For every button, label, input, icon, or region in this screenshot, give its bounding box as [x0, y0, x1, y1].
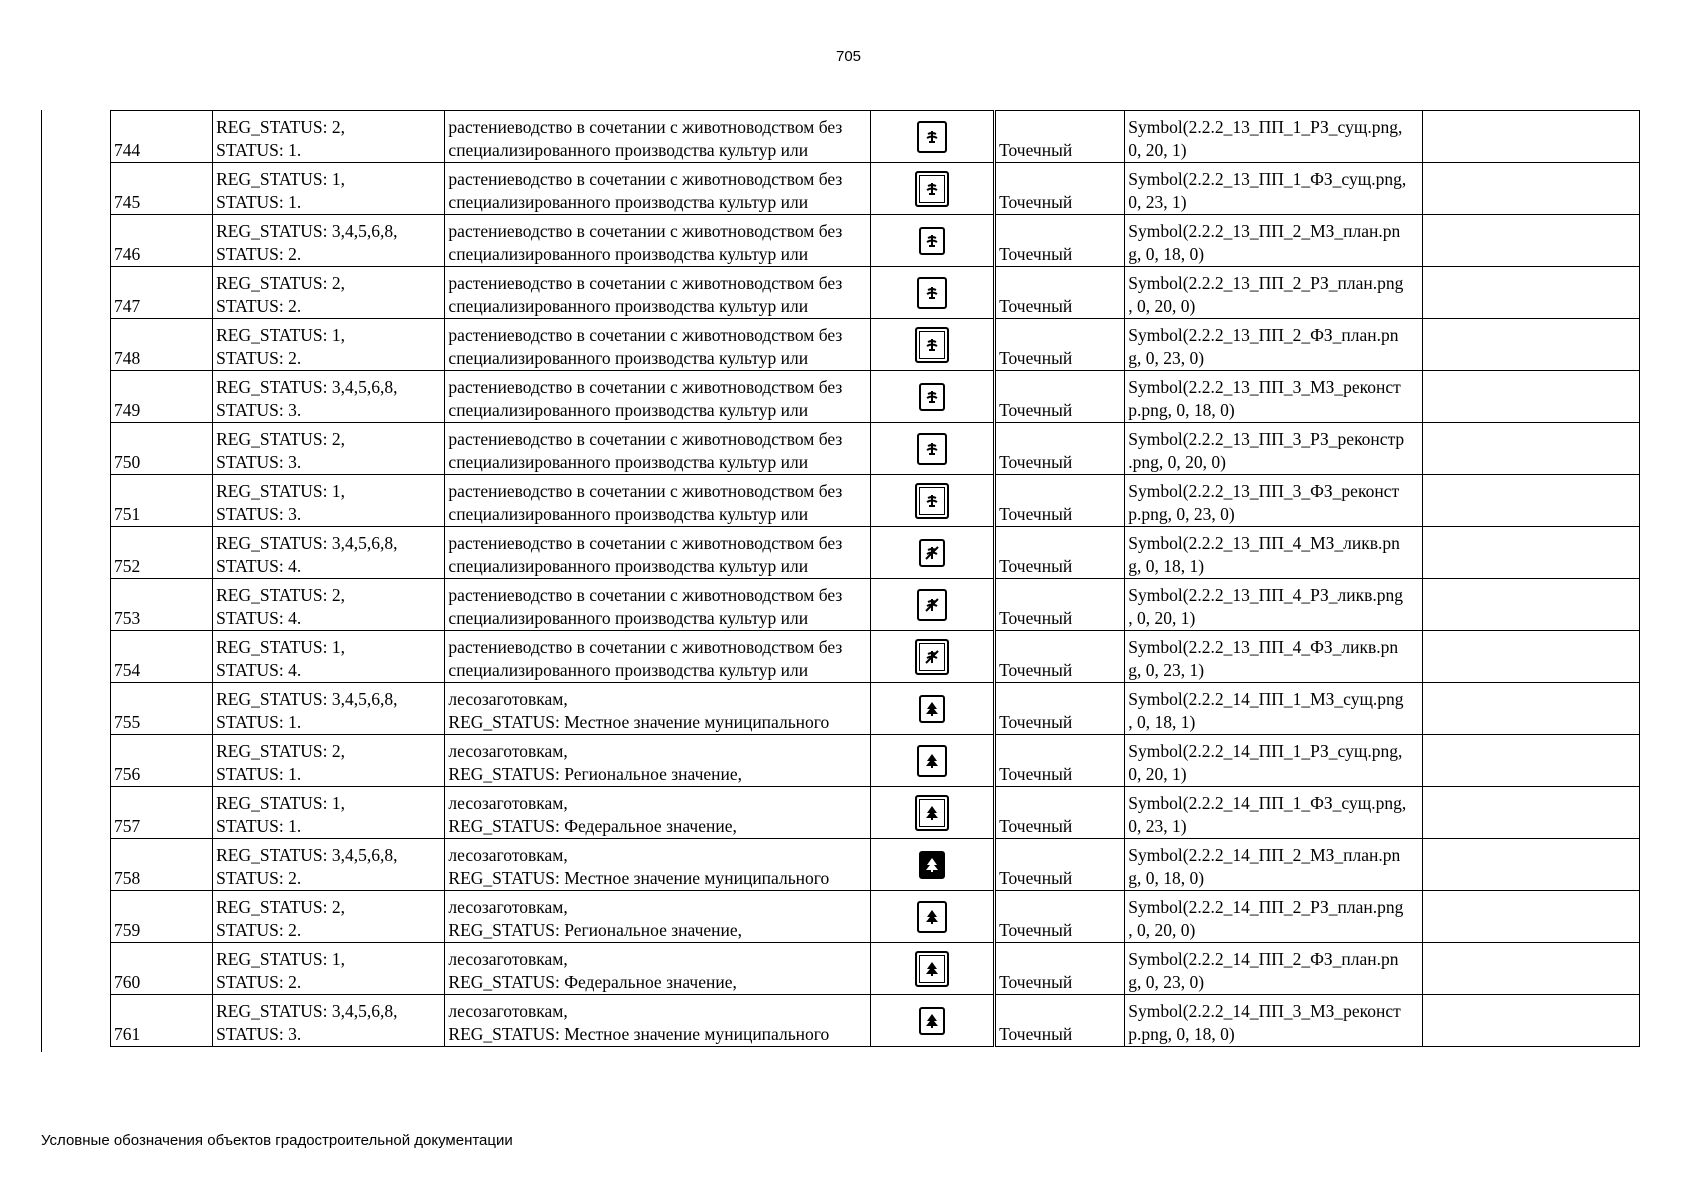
symbol-function-line-2: , 0, 20, 1) — [1128, 608, 1196, 628]
description-line-1: лесозаготовкам, — [448, 845, 568, 865]
table-row — [111, 423, 1640, 475]
description-line-2: специализированного производства культур или — [448, 348, 809, 368]
table-row — [111, 371, 1640, 423]
symbol-function-line-2: , 0, 18, 1) — [1128, 712, 1196, 732]
symbol-function-cell — [1125, 163, 1422, 215]
status-cell — [213, 631, 445, 683]
symbol-function-line-1: Symbol(2.2.2_13_ПП_2_ФЗ_план.pn — [1128, 325, 1399, 345]
symbol-function-line-2: , 0, 20, 0) — [1128, 296, 1196, 316]
agriculture-symbol-icon — [917, 433, 947, 465]
status-cell — [213, 787, 445, 839]
status-text: STATUS: 1. — [216, 712, 302, 732]
description-line-1: лесозаготовкам, — [448, 689, 568, 709]
reg-status-text: REG_STATUS: 3,4,5,6,8, — [216, 845, 398, 865]
symbol-function-line-1: Symbol(2.2.2_13_ПП_4_ФЗ_ликв.pn — [1128, 637, 1399, 657]
row-id-cell: 754 — [111, 631, 213, 683]
geometry-type-cell: Точечный — [995, 891, 1125, 943]
empty-cell — [1422, 839, 1639, 891]
symbol-cell — [870, 371, 994, 423]
status-text: STATUS: 2. — [216, 296, 302, 316]
symbol-function-cell — [1125, 995, 1422, 1047]
symbol-function-cell — [1125, 787, 1422, 839]
symbol-function-cell — [1125, 423, 1422, 475]
description-line-1: растениеводство в сочетании с животноводством без — [448, 585, 843, 605]
symbol-function-line-1: Symbol(2.2.2_13_ПП_3_МЗ_реконст — [1128, 377, 1401, 397]
status-cell — [213, 215, 445, 267]
status-text: STATUS: 2. — [216, 972, 302, 992]
status-cell — [213, 163, 445, 215]
symbol-function-line-2: р.png, 0, 18, 0) — [1128, 400, 1235, 420]
empty-cell — [1422, 475, 1639, 527]
agriculture-symbol-icon — [919, 227, 945, 255]
symbol-cell — [870, 163, 994, 215]
row-id-cell: 747 — [111, 267, 213, 319]
table-row — [111, 267, 1640, 319]
description-line-2: REG_STATUS: Федеральное значение, — [448, 816, 737, 836]
symbol-cell — [870, 319, 994, 371]
symbol-function-line-2: , 0, 20, 0) — [1128, 920, 1196, 940]
symbol-cell — [870, 943, 994, 995]
description-line-2: REG_STATUS: Региональное значение, — [448, 920, 743, 940]
reg-status-text: REG_STATUS: 2, — [216, 429, 346, 449]
status-cell — [213, 735, 445, 787]
status-text: STATUS: 4. — [216, 608, 302, 628]
row-id-cell: 756 — [111, 735, 213, 787]
description-cell — [445, 423, 871, 475]
symbol-function-cell — [1125, 319, 1422, 371]
reg-status-text: REG_STATUS: 1, — [216, 793, 346, 813]
row-id-cell: 746 — [111, 215, 213, 267]
table-row — [111, 943, 1640, 995]
symbol-function-line-1: Symbol(2.2.2_13_ПП_1_РЗ_сущ.png, — [1128, 117, 1403, 137]
description-cell — [445, 215, 871, 267]
geometry-type-cell: Точечный — [995, 423, 1125, 475]
status-text: STATUS: 1. — [216, 764, 302, 784]
table-row — [111, 995, 1640, 1047]
symbol-function-cell — [1125, 891, 1422, 943]
description-line-1: растениеводство в сочетании с животноводством без — [448, 429, 843, 449]
symbol-cell — [870, 215, 994, 267]
status-cell — [213, 371, 445, 423]
symbol-function-line-2: g, 0, 23, 0) — [1128, 972, 1205, 992]
description-cell — [445, 683, 871, 735]
symbol-function-line-2: g, 0, 18, 1) — [1128, 556, 1205, 576]
symbol-function-cell — [1125, 111, 1422, 163]
tree-symbol-icon — [917, 901, 947, 933]
symbol-function-cell — [1125, 579, 1422, 631]
description-line-1: растениеводство в сочетании с животноводством без — [448, 325, 843, 345]
reg-status-text: REG_STATUS: 3,4,5,6,8, — [216, 221, 398, 241]
description-line-1: растениеводство в сочетании с животноводством без — [448, 481, 843, 501]
status-cell — [213, 527, 445, 579]
empty-cell — [1422, 111, 1639, 163]
symbol-function-line-2: g, 0, 23, 1) — [1128, 660, 1205, 680]
legend-table-body — [111, 111, 1640, 1047]
description-line-2: специализированного производства культур или — [448, 400, 809, 420]
status-cell — [213, 319, 445, 371]
symbol-function-line-2: g, 0, 18, 0) — [1128, 244, 1205, 264]
geometry-type-cell: Точечный — [995, 787, 1125, 839]
empty-cell — [1422, 267, 1639, 319]
symbol-function-cell — [1125, 631, 1422, 683]
row-id-cell: 761 — [111, 995, 213, 1047]
description-line-2: специализированного производства культур или — [448, 504, 809, 524]
description-line-1: растениеводство в сочетании с животноводством без — [448, 117, 843, 137]
description-cell — [445, 943, 871, 995]
table-row — [111, 215, 1640, 267]
row-id-cell: 751 — [111, 475, 213, 527]
agriculture-liquidated-symbol-icon — [919, 539, 945, 567]
geometry-type-cell: Точечный — [995, 683, 1125, 735]
status-text: STATUS: 1. — [216, 140, 302, 160]
description-cell — [445, 319, 871, 371]
geometry-type-cell: Точечный — [995, 163, 1125, 215]
agriculture-symbol-icon — [919, 383, 945, 411]
description-line-2: REG_STATUS: Местное значение муниципального — [448, 1024, 830, 1044]
symbol-function-cell — [1125, 475, 1422, 527]
symbol-function-line-2: 0, 20, 1) — [1128, 764, 1187, 784]
table-row — [111, 579, 1640, 631]
description-cell — [445, 527, 871, 579]
symbol-function-line-1: Symbol(2.2.2_14_ПП_3_МЗ_реконст — [1128, 1001, 1401, 1021]
footer-caption: Условные обозначения объектов градостроительной документации — [41, 1132, 513, 1149]
symbol-function-line-1: Symbol(2.2.2_14_ПП_1_РЗ_сущ.png, — [1128, 741, 1403, 761]
row-id-cell: 750 — [111, 423, 213, 475]
symbol-cell — [870, 267, 994, 319]
tree-filled-symbol-icon — [919, 851, 945, 879]
row-id-cell: 752 — [111, 527, 213, 579]
geometry-type-cell: Точечный — [995, 371, 1125, 423]
symbol-cell — [870, 423, 994, 475]
symbol-function-cell — [1125, 267, 1422, 319]
reg-status-text: REG_STATUS: 3,4,5,6,8, — [216, 1001, 398, 1021]
symbol-function-cell — [1125, 215, 1422, 267]
status-cell — [213, 579, 445, 631]
empty-cell — [1422, 943, 1639, 995]
description-line-2: REG_STATUS: Местное значение муниципального — [448, 868, 830, 888]
description-line-2: специализированного производства культур или — [448, 556, 809, 576]
row-id-cell: 758 — [111, 839, 213, 891]
status-cell — [213, 267, 445, 319]
description-line-2: специализированного производства культур или — [448, 244, 809, 264]
geometry-type-cell: Точечный — [995, 735, 1125, 787]
symbol-function-line-1: Symbol(2.2.2_14_ПП_2_РЗ_план.png — [1128, 897, 1404, 917]
geometry-type-cell: Точечный — [995, 267, 1125, 319]
description-cell — [445, 371, 871, 423]
symbol-function-line-2: 0, 20, 1) — [1128, 140, 1187, 160]
geometry-type-cell: Точечный — [995, 995, 1125, 1047]
row-id-cell: 753 — [111, 579, 213, 631]
description-cell — [445, 163, 871, 215]
description-cell — [445, 267, 871, 319]
status-cell — [213, 943, 445, 995]
description-line-1: лесозаготовкам, — [448, 897, 568, 917]
symbol-cell — [870, 891, 994, 943]
description-line-1: лесозаготовкам, — [448, 949, 568, 969]
agriculture-symbol-icon — [915, 327, 949, 363]
description-cell — [445, 579, 871, 631]
row-id-cell: 744 — [111, 111, 213, 163]
geometry-type-cell: Точечный — [995, 475, 1125, 527]
table-row — [111, 839, 1640, 891]
geometry-type-cell: Точечный — [995, 319, 1125, 371]
symbol-cell — [870, 839, 994, 891]
symbol-function-line-1: Symbol(2.2.2_13_ПП_3_РЗ_реконстр — [1128, 429, 1405, 449]
description-line-1: лесозаготовкам, — [448, 793, 568, 813]
empty-cell — [1422, 527, 1639, 579]
reg-status-text: REG_STATUS: 3,4,5,6,8, — [216, 377, 398, 397]
empty-cell — [1422, 319, 1639, 371]
status-text: STATUS: 2. — [216, 920, 302, 940]
symbol-cell — [870, 111, 994, 163]
tree-symbol-icon — [915, 951, 949, 987]
description-cell — [445, 631, 871, 683]
description-line-2: REG_STATUS: Региональное значение, — [448, 764, 743, 784]
symbol-function-line-1: Symbol(2.2.2_14_ПП_1_ФЗ_сущ.png, — [1128, 793, 1407, 813]
geometry-type-cell: Точечный — [995, 579, 1125, 631]
symbol-cell — [870, 631, 994, 683]
symbol-cell — [870, 787, 994, 839]
tree-symbol-icon — [919, 695, 945, 723]
symbol-function-cell — [1125, 371, 1422, 423]
description-line-2: специализированного производства культур или — [448, 452, 809, 472]
row-id-cell: 749 — [111, 371, 213, 423]
agriculture-symbol-icon — [915, 171, 949, 207]
description-line-1: растениеводство в сочетании с животноводством без — [448, 377, 843, 397]
symbol-legend-table — [110, 110, 1640, 1047]
empty-cell — [1422, 215, 1639, 267]
description-line-1: лесозаготовкам, — [448, 1001, 568, 1021]
description-line-2: REG_STATUS: Федеральное значение, — [448, 972, 737, 992]
row-id-cell: 759 — [111, 891, 213, 943]
status-text: STATUS: 2. — [216, 868, 302, 888]
symbol-function-line-1: Symbol(2.2.2_14_ПП_2_МЗ_план.pn — [1128, 845, 1401, 865]
status-text: STATUS: 1. — [216, 192, 302, 212]
description-line-1: растениеводство в сочетании с животноводством без — [448, 273, 843, 293]
reg-status-text: REG_STATUS: 1, — [216, 481, 346, 501]
status-cell — [213, 839, 445, 891]
symbol-function-line-2: р.png, 0, 18, 0) — [1128, 1024, 1235, 1044]
description-line-1: растениеводство в сочетании с животноводством без — [448, 637, 843, 657]
reg-status-text: REG_STATUS: 1, — [216, 325, 346, 345]
row-id-cell: 748 — [111, 319, 213, 371]
row-id-cell: 760 — [111, 943, 213, 995]
reg-status-text: REG_STATUS: 1, — [216, 169, 346, 189]
empty-cell — [1422, 995, 1639, 1047]
reg-status-text: REG_STATUS: 1, — [216, 637, 346, 657]
reg-status-text: REG_STATUS: 2, — [216, 273, 346, 293]
symbol-function-cell — [1125, 943, 1422, 995]
agriculture-symbol-icon — [917, 277, 947, 309]
symbol-function-line-1: Symbol(2.2.2_14_ПП_2_ФЗ_план.pn — [1128, 949, 1399, 969]
empty-cell — [1422, 371, 1639, 423]
symbol-cell — [870, 579, 994, 631]
symbol-function-line-1: Symbol(2.2.2_13_ПП_2_РЗ_план.png — [1128, 273, 1404, 293]
symbol-function-line-2: g, 0, 18, 0) — [1128, 868, 1205, 888]
empty-cell — [1422, 631, 1639, 683]
status-text: STATUS: 2. — [216, 348, 302, 368]
symbol-cell — [870, 527, 994, 579]
description-line-1: растениеводство в сочетании с животноводством без — [448, 169, 843, 189]
agriculture-liquidated-symbol-icon — [917, 589, 947, 621]
symbol-function-line-1: Symbol(2.2.2_13_ПП_3_ФЗ_реконст — [1128, 481, 1400, 501]
symbol-function-line-2: .png, 0, 20, 0) — [1128, 452, 1226, 472]
description-cell — [445, 995, 871, 1047]
agriculture-liquidated-symbol-icon — [915, 639, 949, 675]
status-cell — [213, 995, 445, 1047]
reg-status-text: REG_STATUS: 2, — [216, 897, 346, 917]
status-text: STATUS: 1. — [216, 816, 302, 836]
margin-line — [41, 110, 42, 1052]
symbol-function-cell — [1125, 527, 1422, 579]
table-row — [111, 319, 1640, 371]
status-text: STATUS: 3. — [216, 504, 302, 524]
status-text: STATUS: 2. — [216, 244, 302, 264]
symbol-function-line-2: 0, 23, 1) — [1128, 816, 1187, 836]
geometry-type-cell: Точечный — [995, 839, 1125, 891]
table-row — [111, 163, 1640, 215]
empty-cell — [1422, 423, 1639, 475]
geometry-type-cell: Точечный — [995, 631, 1125, 683]
empty-cell — [1422, 579, 1639, 631]
table-row — [111, 527, 1640, 579]
empty-cell — [1422, 891, 1639, 943]
description-line-1: растениеводство в сочетании с животноводством без — [448, 533, 843, 553]
reg-status-text: REG_STATUS: 1, — [216, 949, 346, 969]
empty-cell — [1422, 163, 1639, 215]
description-line-2: специализированного производства культур или — [448, 192, 809, 212]
symbol-cell — [870, 735, 994, 787]
status-cell — [213, 423, 445, 475]
table-row — [111, 735, 1640, 787]
reg-status-text: REG_STATUS: 2, — [216, 585, 346, 605]
description-cell — [445, 839, 871, 891]
symbol-function-line-2: 0, 23, 1) — [1128, 192, 1187, 212]
status-text: STATUS: 3. — [216, 452, 302, 472]
symbol-function-cell — [1125, 839, 1422, 891]
geometry-type-cell: Точечный — [995, 943, 1125, 995]
tree-symbol-icon — [917, 745, 947, 777]
reg-status-text: REG_STATUS: 2, — [216, 741, 346, 761]
table-row — [111, 111, 1640, 163]
empty-cell — [1422, 683, 1639, 735]
empty-cell — [1422, 787, 1639, 839]
symbol-cell — [870, 995, 994, 1047]
symbol-function-line-2: g, 0, 23, 0) — [1128, 348, 1205, 368]
description-cell — [445, 475, 871, 527]
symbol-function-line-1: Symbol(2.2.2_13_ПП_4_МЗ_ликв.pn — [1128, 533, 1400, 553]
symbol-function-line-1: Symbol(2.2.2_14_ПП_1_МЗ_сущ.png — [1128, 689, 1404, 709]
symbol-cell — [870, 475, 994, 527]
symbol-function-line-2: р.png, 0, 23, 0) — [1128, 504, 1235, 524]
symbol-function-cell — [1125, 735, 1422, 787]
tree-symbol-icon — [915, 795, 949, 831]
agriculture-symbol-icon — [917, 121, 947, 153]
tree-symbol-icon — [919, 1007, 945, 1035]
row-id-cell: 757 — [111, 787, 213, 839]
description-line-1: лесозаготовкам, — [448, 741, 568, 761]
agriculture-symbol-icon — [915, 483, 949, 519]
row-id-cell: 755 — [111, 683, 213, 735]
status-text: STATUS: 3. — [216, 400, 302, 420]
reg-status-text: REG_STATUS: 2, — [216, 117, 346, 137]
status-cell — [213, 683, 445, 735]
empty-cell — [1422, 735, 1639, 787]
status-text: STATUS: 3. — [216, 1024, 302, 1044]
description-cell — [445, 787, 871, 839]
description-line-2: специализированного производства культур или — [448, 660, 809, 680]
status-cell — [213, 475, 445, 527]
page-number: 705 — [835, 48, 862, 65]
description-cell — [445, 891, 871, 943]
reg-status-text: REG_STATUS: 3,4,5,6,8, — [216, 689, 398, 709]
symbol-function-line-1: Symbol(2.2.2_13_ПП_4_РЗ_ликв.png — [1128, 585, 1404, 605]
table-row — [111, 683, 1640, 735]
description-line-2: специализированного производства культур или — [448, 140, 809, 160]
description-line-2: REG_STATUS: Местное значение муниципального — [448, 712, 830, 732]
description-cell — [445, 735, 871, 787]
row-id-cell: 745 — [111, 163, 213, 215]
description-cell — [445, 111, 871, 163]
status-cell — [213, 891, 445, 943]
reg-status-text: REG_STATUS: 3,4,5,6,8, — [216, 533, 398, 553]
symbol-cell — [870, 683, 994, 735]
status-text: STATUS: 4. — [216, 556, 302, 576]
geometry-type-cell: Точечный — [995, 527, 1125, 579]
table-row — [111, 475, 1640, 527]
symbol-function-line-1: Symbol(2.2.2_13_ПП_2_МЗ_план.pn — [1128, 221, 1401, 241]
description-line-1: растениеводство в сочетании с животноводством без — [448, 221, 843, 241]
description-line-2: специализированного производства культур или — [448, 608, 809, 628]
status-cell — [213, 111, 445, 163]
symbol-function-cell — [1125, 683, 1422, 735]
geometry-type-cell: Точечный — [995, 111, 1125, 163]
status-text: STATUS: 4. — [216, 660, 302, 680]
table-row — [111, 631, 1640, 683]
table-row — [111, 891, 1640, 943]
geometry-type-cell: Точечный — [995, 215, 1125, 267]
symbol-function-line-1: Symbol(2.2.2_13_ПП_1_ФЗ_сущ.png, — [1128, 169, 1407, 189]
table-row — [111, 787, 1640, 839]
description-line-2: специализированного производства культур или — [448, 296, 809, 316]
